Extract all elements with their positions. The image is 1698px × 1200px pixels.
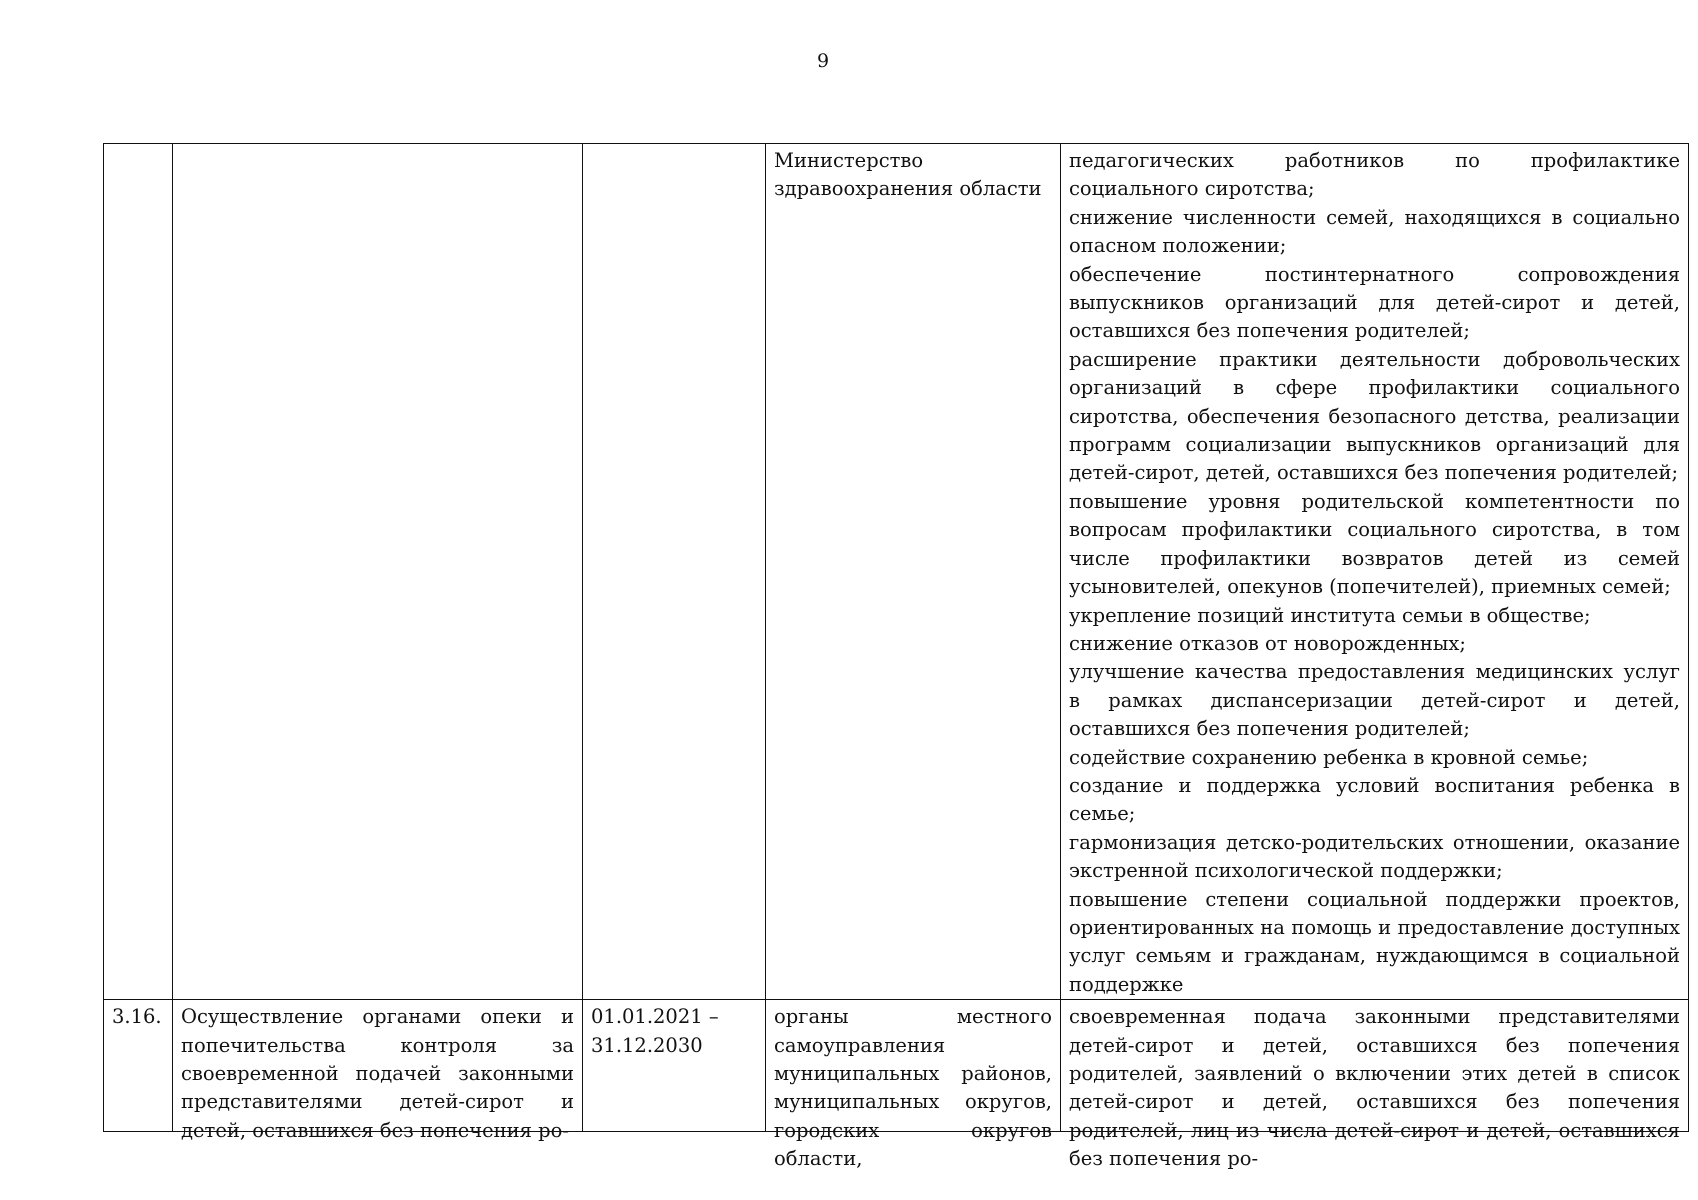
result-item: содействие сохранению ребенка в кровной семье; [1069, 745, 1589, 769]
page-number: 9 [816, 50, 830, 72]
executor-cell: Министерство здравоохранения области [766, 144, 1061, 1000]
measures-table [103, 143, 1689, 1171]
row-number: 3.16. [112, 1005, 162, 1029]
results-cell [1061, 144, 1689, 1000]
result-item: повышение уровня родительской компетентности по вопросам профилактики социального сиротства, в том числе профилактики возвратов детей из семей усыновителей, опекунов (попечителей), приемных семей; [1069, 489, 1680, 599]
result-item: гармонизация детско-родительских отношении, оказание экстренной психологической поддержки; [1069, 830, 1680, 883]
result-item: снижение численности семей, находящихся в социально опасном положении; [1069, 205, 1680, 258]
results-cell [1061, 1000, 1689, 1171]
result-item: повышение степени социальной поддержки проектов, ориентированных на помощь и предоставление доступных услуг семьям и гражданам, нуждающимся в социальной поддержке [1069, 887, 1680, 996]
measure-text: Осуществление органами опеки и попечительства контроля за своевременной подачей законными представителями детей-сирот и детей, оставшихся без попечения ро- [181, 1005, 574, 1142]
result-item: педагогических работников по профилактике социального сиротства; [1069, 149, 1680, 201]
measure-cell [173, 144, 583, 1000]
table-row [104, 144, 1689, 1000]
period-cell [583, 1000, 766, 1132]
results-text: своевременная подача законными представителями детей-сирот и детей, оставшихся без попечения родителей, заявлений о включении этих детей в список детей-сирот и детей, оставшихся без попечения родителей, лиц из числа детей-сирот и детей, оставшихся без попечения ро- [1069, 1005, 1680, 1171]
period-cell [583, 144, 766, 1000]
period-start: 01.01.2021 – [591, 1005, 719, 1029]
measure-cell [173, 1000, 583, 1142]
period-text [591, 1003, 757, 1131]
result-item: создание и поддержка условий воспитания ребенка в семье; [1069, 773, 1680, 826]
result-item: расширение практики деятельности добровольческих организаций в сфере профилактики социального сиротства, обеспечения безопасного детства, реализации программ социализации выпускников организаций для детей-сирот, детей, оставшихся без попечения родителей; [1069, 347, 1680, 485]
executor-cell [766, 1000, 1061, 1171]
result-item: улучшение качества предоставления медицинских услуг в рамках диспансеризации детей-сирот и детей, оставшихся без попечения родителей; [1069, 660, 1680, 741]
result-item: снижение отказов от новорожденных; [1069, 631, 1466, 655]
row-number-cell [104, 144, 173, 1000]
row-number-cell [104, 1000, 173, 1132]
period-end: 31.12.2030 [591, 1033, 703, 1057]
result-item: обеспечение постинтернатного сопровождения выпускников организаций для детей-сирот и детей, оставшихся без попечения родителей; [1069, 262, 1680, 343]
table-row [104, 1000, 1689, 1132]
executor-text: органы местного самоуправления муниципальных районов, муниципальных округов, городских округов области, [774, 1005, 1052, 1171]
result-item: укрепление позиций института семьи в обществе; [1069, 603, 1591, 627]
